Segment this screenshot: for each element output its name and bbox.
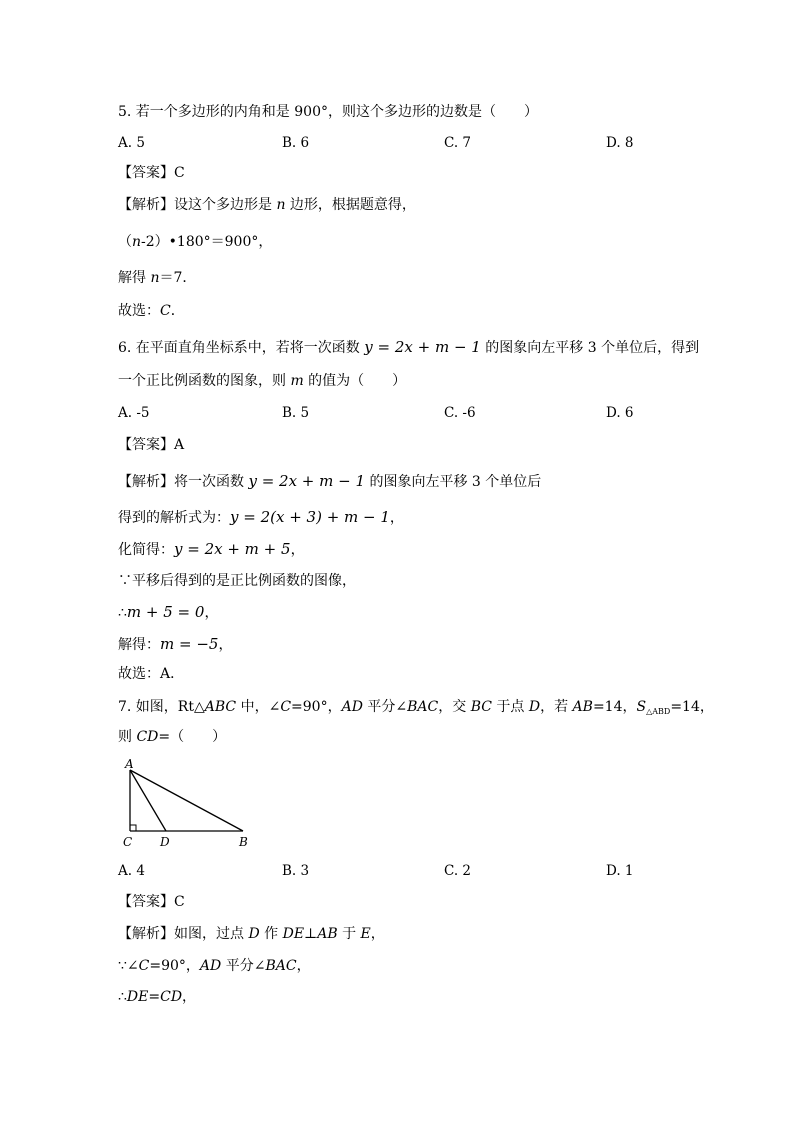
- right-angle-mark: [130, 825, 136, 831]
- q7-answer: 【答案】C: [118, 894, 185, 910]
- q7-stem-line1: 7. 如图，Rt△ABC 中，∠C=90°，AD 平分∠BAC，交 BC 于点 D，若 AB=14，$S_{\triangle ABD}=14$，: [118, 699, 714, 716]
- q7-line3: ∴DE=CD，: [118, 989, 197, 1005]
- q5-option-b: B. 6: [282, 135, 310, 151]
- q5-equation: （n-2）•180°＝900°，: [118, 234, 273, 250]
- q5-answer: 【答案】C: [118, 165, 185, 181]
- q6-step3: ∵平移后得到的是正比例函数的图像，: [118, 573, 356, 589]
- q7-analysis: 【解析】如图，过点 D 作 DE⊥AB 于 E，: [118, 926, 385, 942]
- q6-option-c: C. -6: [444, 405, 476, 421]
- triangle-figure: [118, 756, 268, 852]
- q6-answer: 【答案】A: [118, 437, 185, 453]
- q6-analysis: 【解析】将一次函数 y = 2x + m − 1 的图象向左平移 3 个单位后: [118, 472, 542, 490]
- q6-option-b: B. 5: [282, 405, 310, 421]
- q5-solve: 解得 n＝7．: [118, 270, 197, 286]
- q6-option-d: D. 6: [606, 405, 634, 421]
- label-a: A: [125, 757, 134, 771]
- q5-analysis: 【解析】设这个多边形是 n 边形，根据题意得，: [118, 197, 416, 213]
- q5-choice: 故选：C．: [118, 303, 185, 319]
- q7-line2: ∵∠C=90°，AD 平分∠BAC，: [118, 958, 311, 974]
- q5-option-a: A. 5: [118, 135, 145, 151]
- q6-step2: 化简得：y = 2x + m + 5，: [118, 540, 305, 558]
- q6-step5: 解得：m = −5，: [118, 635, 233, 653]
- label-d: D: [160, 835, 170, 849]
- q7-option-b: B. 3: [282, 863, 310, 879]
- q5-option-d: D. 8: [606, 135, 634, 151]
- q6-step4: ∴m + 5 = 0，: [118, 603, 219, 621]
- q7-option-c: C. 2: [444, 863, 472, 879]
- q6-option-a: A. -5: [118, 405, 150, 421]
- q5-option-c: C. 7: [444, 135, 472, 151]
- q6-stem-line2: 一个正比例函数的图象，则 m 的值为（ ）: [118, 373, 407, 389]
- q7-stem-line2: 则 CD=（ ）: [118, 729, 227, 745]
- label-c: C: [123, 835, 133, 849]
- q7-option-d: D. 1: [606, 863, 634, 879]
- q5-stem: 5. 若一个多边形的内角和是 900°，则这个多边形的边数是（ ）: [118, 104, 538, 120]
- label-b: B: [239, 835, 248, 849]
- q6-choice: 故选：A．: [118, 666, 185, 682]
- q6-stem-line1: 6. 在平面直角坐标系中，若将一次函数 y = 2x + m − 1 的图象向左平移 3 个单位后，得到: [118, 338, 700, 356]
- q7-option-a: A. 4: [118, 863, 145, 879]
- q6-step1: 得到的解析式为：y = 2(x + 3) + m − 1，: [118, 508, 404, 526]
- segment-ab: [130, 770, 243, 831]
